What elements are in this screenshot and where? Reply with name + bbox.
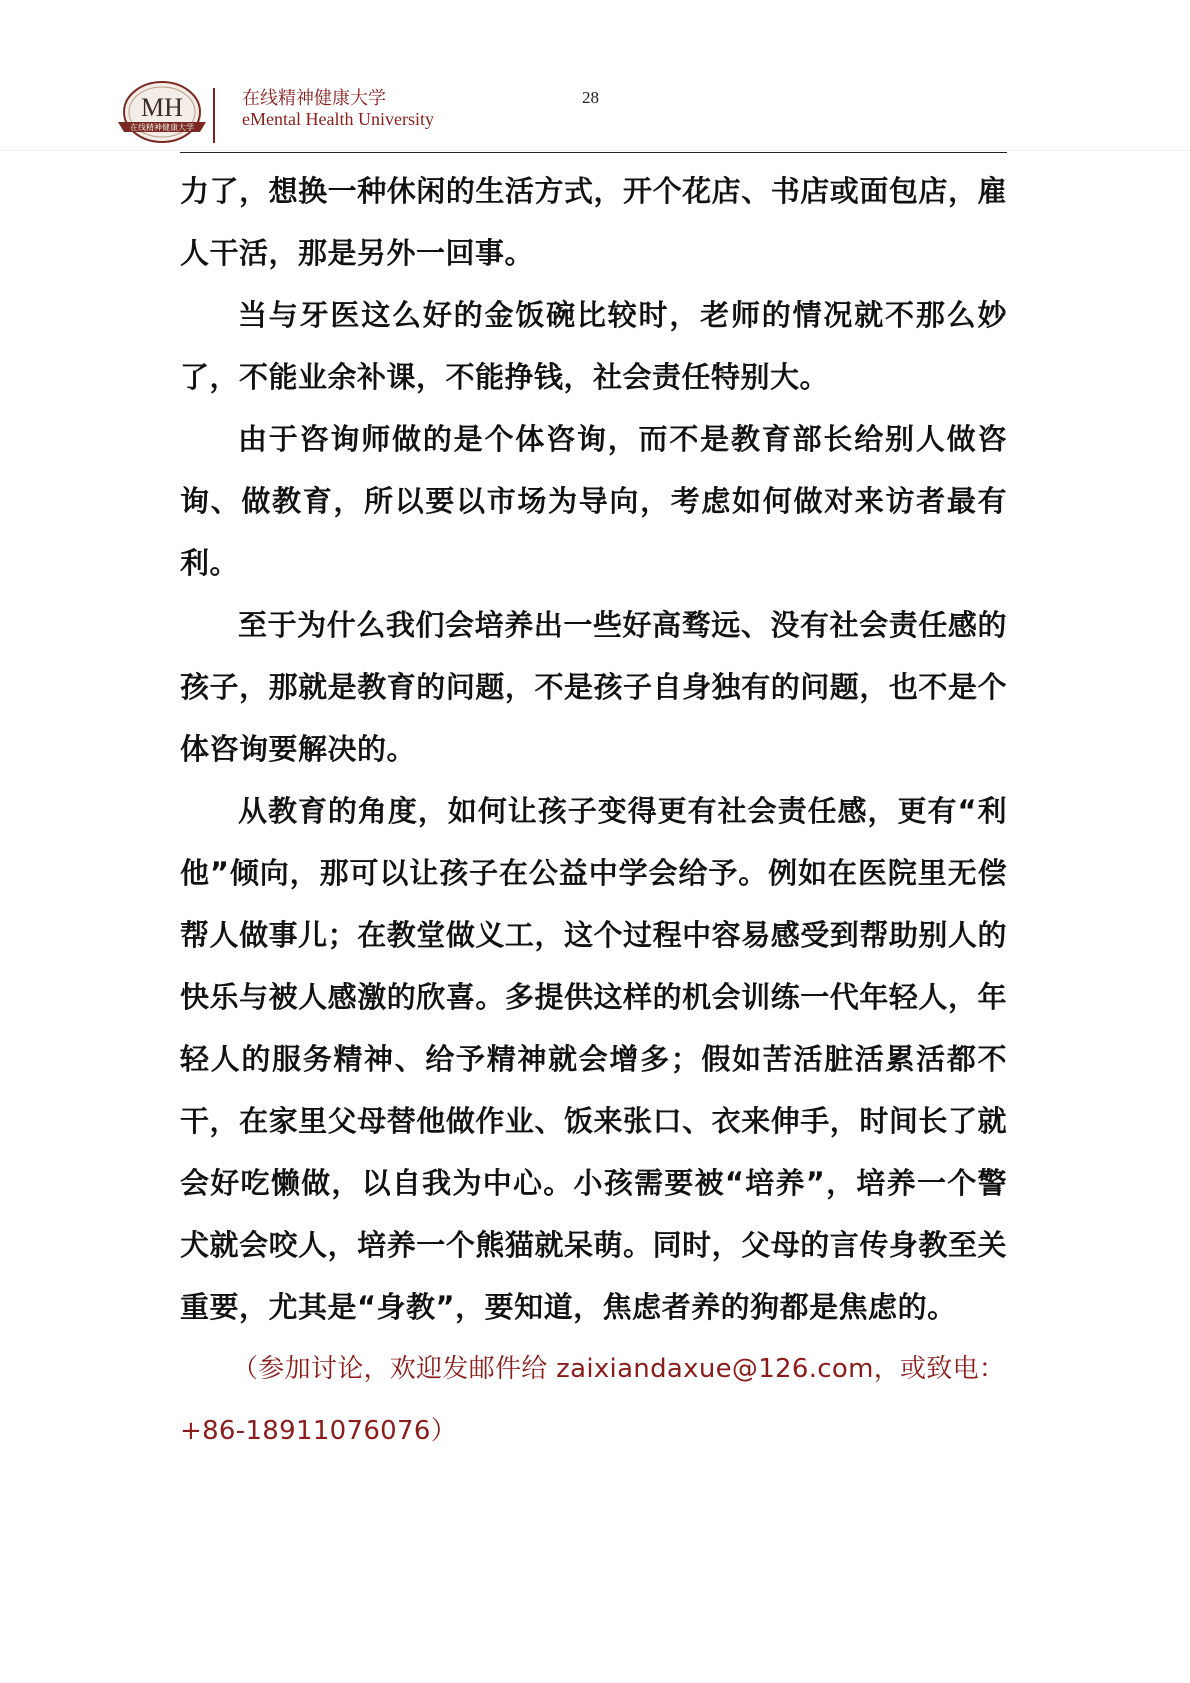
header-rule — [180, 152, 1007, 153]
header-divider — [213, 88, 215, 143]
paragraph-continued: 力了，想换一种休闲的生活方式，开个花店、书店或面包店，雇人干活，那是另外一回事。 — [180, 174, 1007, 270]
university-logo — [116, 78, 208, 150]
svg-text:在线精神健康大学: 在线精神健康大学 — [130, 123, 194, 132]
paragraph: 从教育的角度，如何让孩子变得更有社会责任感，更有“利他”倾向，那可以让孩子在公益中学会给予。例如在医院里无偿帮人做事儿；在教堂做义工，这个过程中容易感受到帮助别人的快乐与被人感激的欣喜。多提供这样的机会训练一代年轻人，年轻人的服务精神、给予精神就会增多；假如苦活脏活累活都不干，在家里父母替他做作业、饭来张口、衣来伸手，时间长了就会好吃懒做，以自我为中心。小孩需要被“培养”，培养一个警犬就会咬人，培养一个熊猫就呆萌。同时，父母的言传身教至关重要，尤其是“身教”，要知道，焦虑者养的狗都是焦虑的。 — [180, 794, 1007, 1324]
paragraph: 当与牙医这么好的金饭碗比较时，老师的情况就不那么妙了，不能业余补课，不能挣钱，社会责任特别大。 — [180, 298, 1007, 394]
header-shadow-line — [0, 150, 1190, 151]
page-number: 28 — [582, 88, 599, 107]
brand-name-english: eMental Health University — [242, 109, 434, 129]
brand-name-chinese: 在线精神健康大学 — [242, 88, 386, 109]
contact-note: （参加讨论，欢迎发邮件给 zaixiandaxue@126.com，或致电：+86-18911076076） — [180, 1354, 1006, 1446]
page-body — [180, 160, 1007, 1462]
paragraph: 由于咨询师做的是个体咨询，而不是教育部长给别人做咨询、做教育，所以要以市场为导向，考虑如何做对来访者最有利。 — [180, 422, 1007, 580]
svg-text:MH: MH — [141, 93, 183, 122]
page-header — [0, 0, 1190, 160]
paragraph: 至于为什么我们会培养出一些好高骛远、没有社会责任感的孩子，那就是教育的问题，不是孩子自身独有的问题，也不是个体咨询要解决的。 — [180, 608, 1007, 766]
